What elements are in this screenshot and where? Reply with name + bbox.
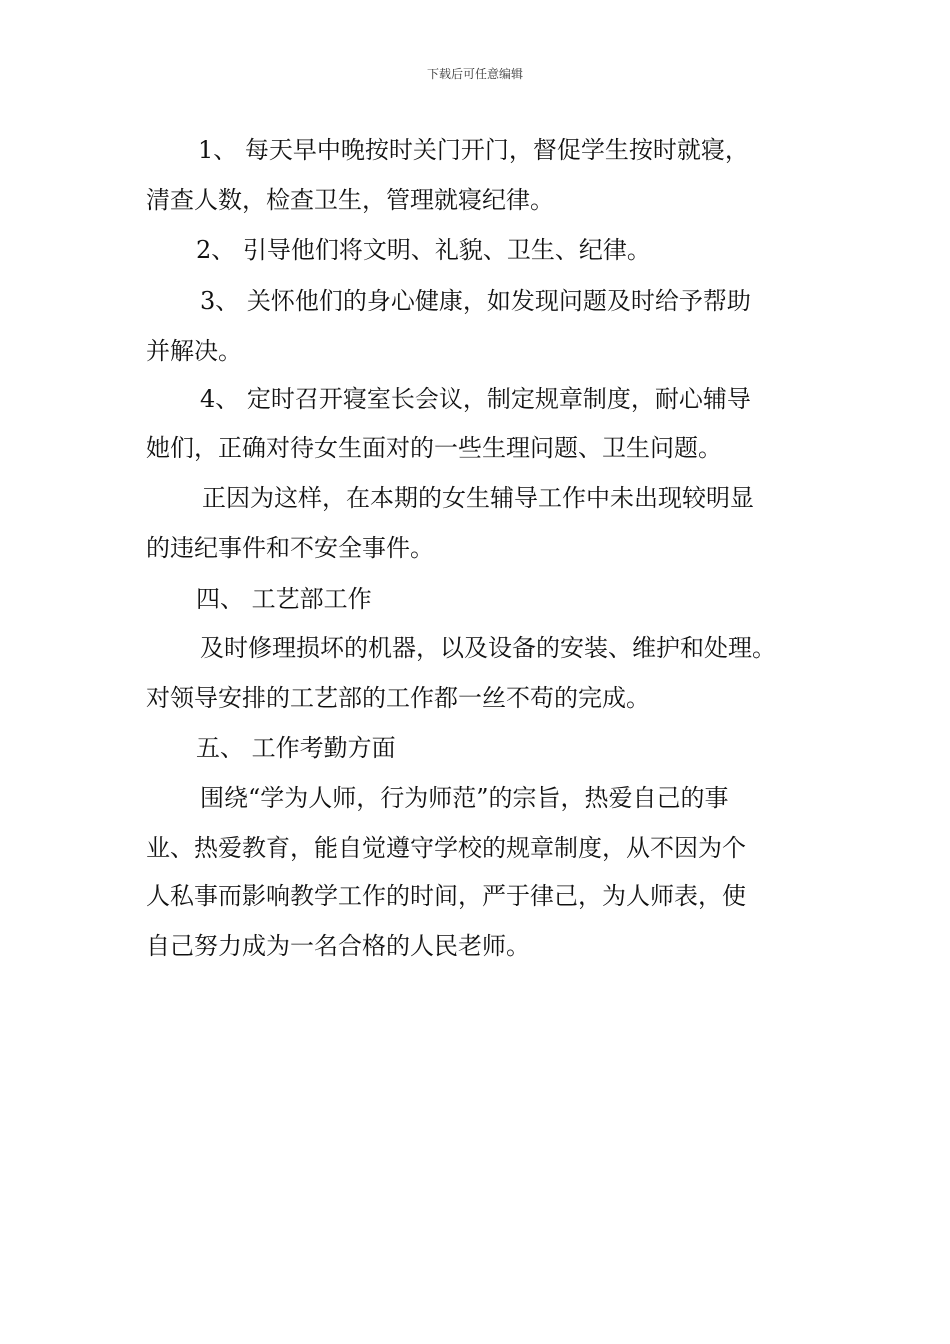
text-line: 围绕“学为人师，行为师范”的宗旨，热爱自己的事 [200,784,729,812]
page-header-note: 下载后可任意编辑 [426,67,523,81]
text-line: 的违纪事件和不安全事件。 [146,534,434,562]
text-line: 并解决。 [146,337,242,365]
section-heading: 五、 工作考勤方面 [196,734,396,762]
text-line: 正因为这样，在本期的女生辅导工作中未出现较明显 [202,484,754,512]
text-line: 2、 引导他们将文明、礼貌、卫生、纪律。 [196,236,651,264]
text-line: 1、 每天早中晚按时关门开门，督促学生按时就寝， [198,136,749,164]
text-line: 清查人数，检查卫生，管理就寝纪律。 [146,186,554,214]
text-line: 对领导安排的工艺部的工作都一丝不苟的完成。 [146,684,650,712]
text-line: 自己努力成为一名合格的人民老师。 [146,932,530,960]
text-line: 4、 定时召开寝室长会议，制定规章制度，耐心辅导 [200,385,751,413]
text-line: 3、 关怀他们的身心健康，如发现问题及时给予帮助 [200,287,751,315]
text-line: 及时修理损坏的机器，以及设备的安装、维护和处理。 [200,634,776,662]
section-heading: 四、 工艺部工作 [196,585,372,613]
text-line: 她们，正确对待女生面对的一些生理问题、卫生问题。 [146,434,722,462]
text-line: 人私事而影响教学工作的时间，严于律己，为人师表，使 [146,882,746,910]
text-line: 业、热爱教育，能自觉遵守学校的规章制度，从不因为个 [146,834,746,862]
